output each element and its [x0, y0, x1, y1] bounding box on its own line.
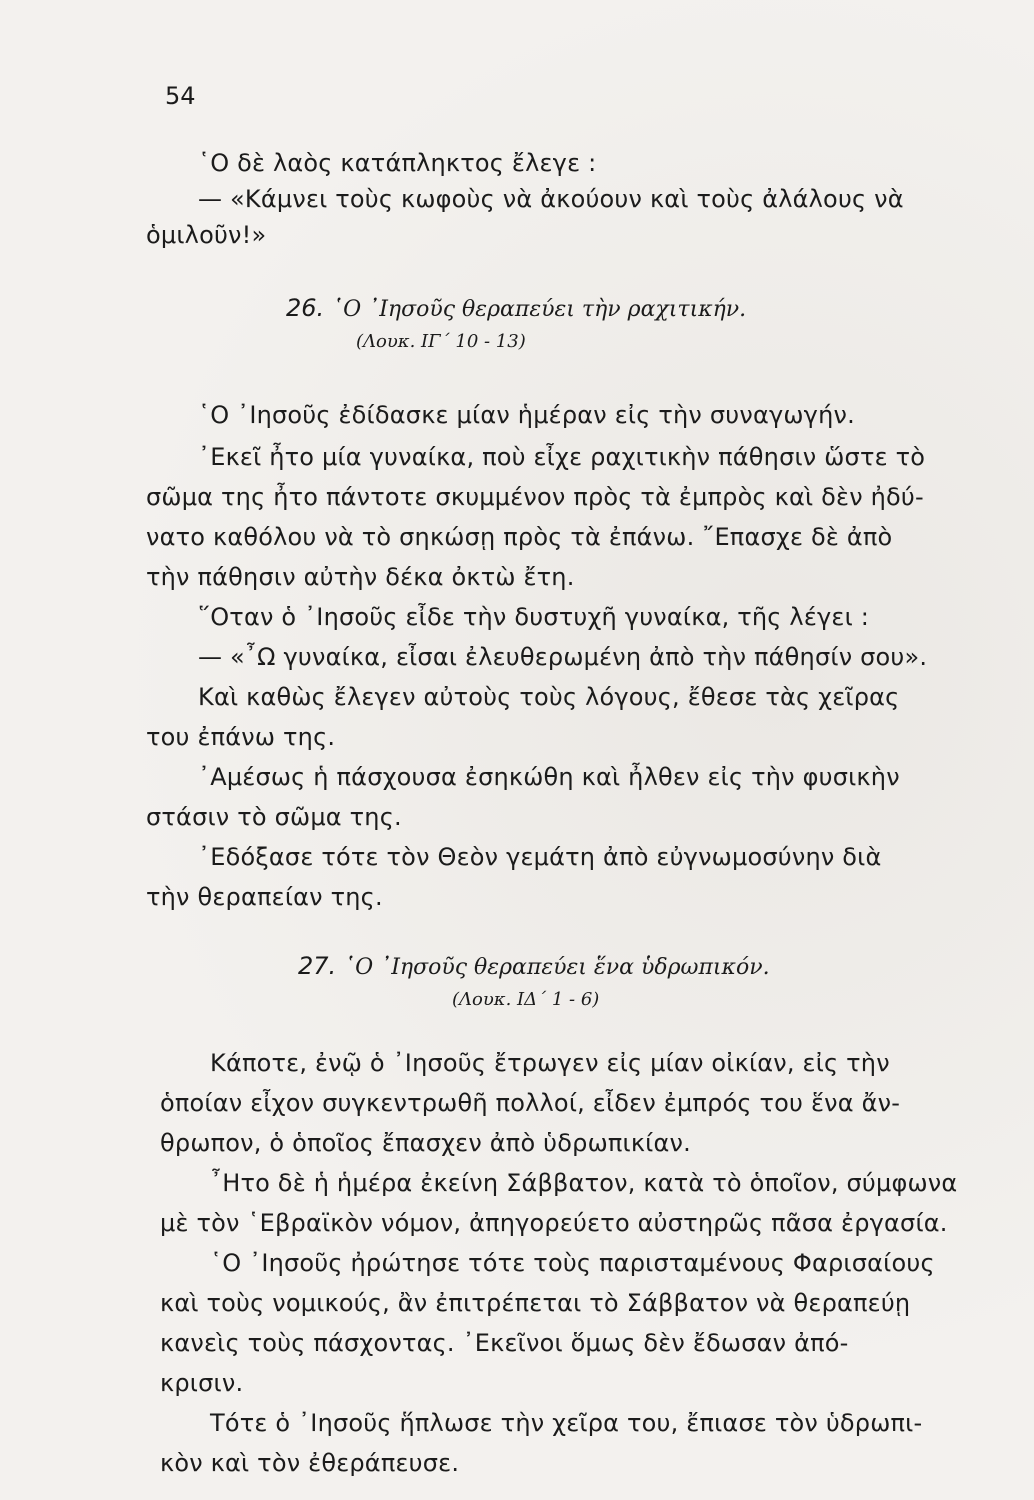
paragraph-line: ῏Ητο δὲ ἡ ἡμέρα ἐκείνη Σάββατον, κατὰ τὸ ὁποῖον, σύμφωνα — [210, 1169, 958, 1197]
paragraph-line: ὁμιλοῦν!» — [146, 221, 267, 249]
paragraph-line: ᾿Εκεῖ ἦτο μία γυναίκα, ποὺ εἶχε ραχιτικὴν πάθησιν ὥστε τὸ — [198, 443, 926, 471]
paragraph-line: ᾿Εδόξασε τότε τὸν Θεὸν γεμάτη ἀπὸ εὐγνωμοσύνην διὰ — [198, 843, 882, 871]
section-number: 27. — [298, 952, 337, 980]
section-number: 26. — [286, 294, 325, 322]
section-title: ῾Ο ᾿Ιησοῦς θεραπεύει τὴν ραχιτικήν. — [332, 297, 747, 322]
paragraph-line: κανεὶς τοὺς πάσχοντας. ᾿Εκεῖνοι ὅμως δὲν ἔδωσαν ἀπό- — [160, 1329, 849, 1357]
section-heading-27 — [298, 952, 770, 982]
paragraph-line: Κάποτε, ἐνῷ ὁ ᾿Ιησοῦς ἔτρωγεν εἰς μίαν οἰκίαν, εἰς τὴν — [210, 1049, 890, 1077]
paragraph-line: σῶμα της ἦτο πάντοτε σκυμμένον πρὸς τὰ ἐμπρὸς καὶ δὲν ἠδύ- — [146, 483, 924, 511]
section-title: ῾Ο ᾿Ιησοῦς θεραπεύει ἕνα ὑδρωπικόν. — [344, 955, 770, 980]
paragraph-line: ῾Ο δὲ λαὸς κατάπληκτος ἔλεγε : — [198, 149, 597, 177]
paragraph-line: νατο καθόλου νὰ τὸ σηκώσῃ πρὸς τὰ ἐπάνω. ῎Επασχε δὲ ἀπὸ — [146, 523, 893, 551]
paragraph-line: στάσιν τὸ σῶμα της. — [146, 803, 402, 831]
section-heading-26 — [286, 294, 746, 324]
paragraph-line: καὶ τοὺς νομικούς, ἂν ἐπιτρέπεται τὸ Σάββατον νὰ θεραπεύῃ — [160, 1289, 911, 1317]
paragraph-line: Καὶ καθὼς ἔλεγεν αὐτοὺς τοὺς λόγους, ἔθεσε τὰς χεῖρας — [198, 683, 900, 711]
scripture-reference: (Λουκ. ΙΓ΄ 10 - 13) — [356, 331, 526, 352]
paragraph-line: τὴν πάθησιν αὐτὴν δέκα ὀκτὼ ἔτη. — [146, 563, 575, 591]
paragraph-line: κὸν καὶ τὸν ἐθεράπευσε. — [160, 1449, 460, 1477]
paragraph-line: ὁποίαν εἶχον συγκεντρωθῆ πολλοί, εἶδεν ἐμπρός του ἕνα ἄν- — [160, 1089, 901, 1117]
paragraph-line: ῾Ο ᾿Ιησοῦς ἐδίδασκε μίαν ἡμέραν εἰς τὴν συναγωγήν. — [198, 401, 855, 429]
page-number: 54 — [165, 82, 196, 110]
paragraph-line: ῞Οταν ὁ ᾿Ιησοῦς εἶδε τὴν δυστυχῆ γυναίκα, τῆς λέγει : — [198, 603, 870, 631]
paragraph-line: τὴν θεραπείαν της. — [146, 883, 383, 911]
paragraph-line: Τότε ὁ ᾿Ιησοῦς ἥπλωσε τὴν χεῖρα του, ἔπιασε τὸν ὑδρωπι- — [210, 1409, 923, 1437]
paragraph-line: ᾿Αμέσως ἡ πάσχουσα ἐσηκώθη καὶ ἦλθεν εἰς τὴν φυσικὴν — [198, 763, 900, 791]
paragraph-line: — «῏Ω γυναίκα, εἶσαι ἐλευθερωμένη ἀπὸ τὴν πάθησίν σου». — [198, 643, 928, 671]
paragraph-line: κρισιν. — [160, 1369, 244, 1397]
paragraph-line: μὲ τὸν ῾Εβραϊκὸν νόμον, ἀπηγορεύετο αὐστηρῶς πᾶσα ἐργασία. — [160, 1209, 948, 1237]
scripture-reference: (Λουκ. ΙΔ΄ 1 - 6) — [452, 989, 600, 1010]
paragraph-line: — «Κάμνει τοὺς κωφοὺς νὰ ἀκούουν καὶ τοὺς ἀλάλους νὰ — [198, 185, 904, 213]
paragraph-line: ῾Ο ᾿Ιησοῦς ἠρώτησε τότε τοὺς παρισταμένους Φαρισαίους — [210, 1249, 935, 1277]
paragraph-line: θρωπον, ὁ ὁποῖος ἔπασχεν ἀπὸ ὑδρωπικίαν. — [160, 1129, 691, 1157]
paragraph-line: του ἐπάνω της. — [146, 723, 336, 751]
